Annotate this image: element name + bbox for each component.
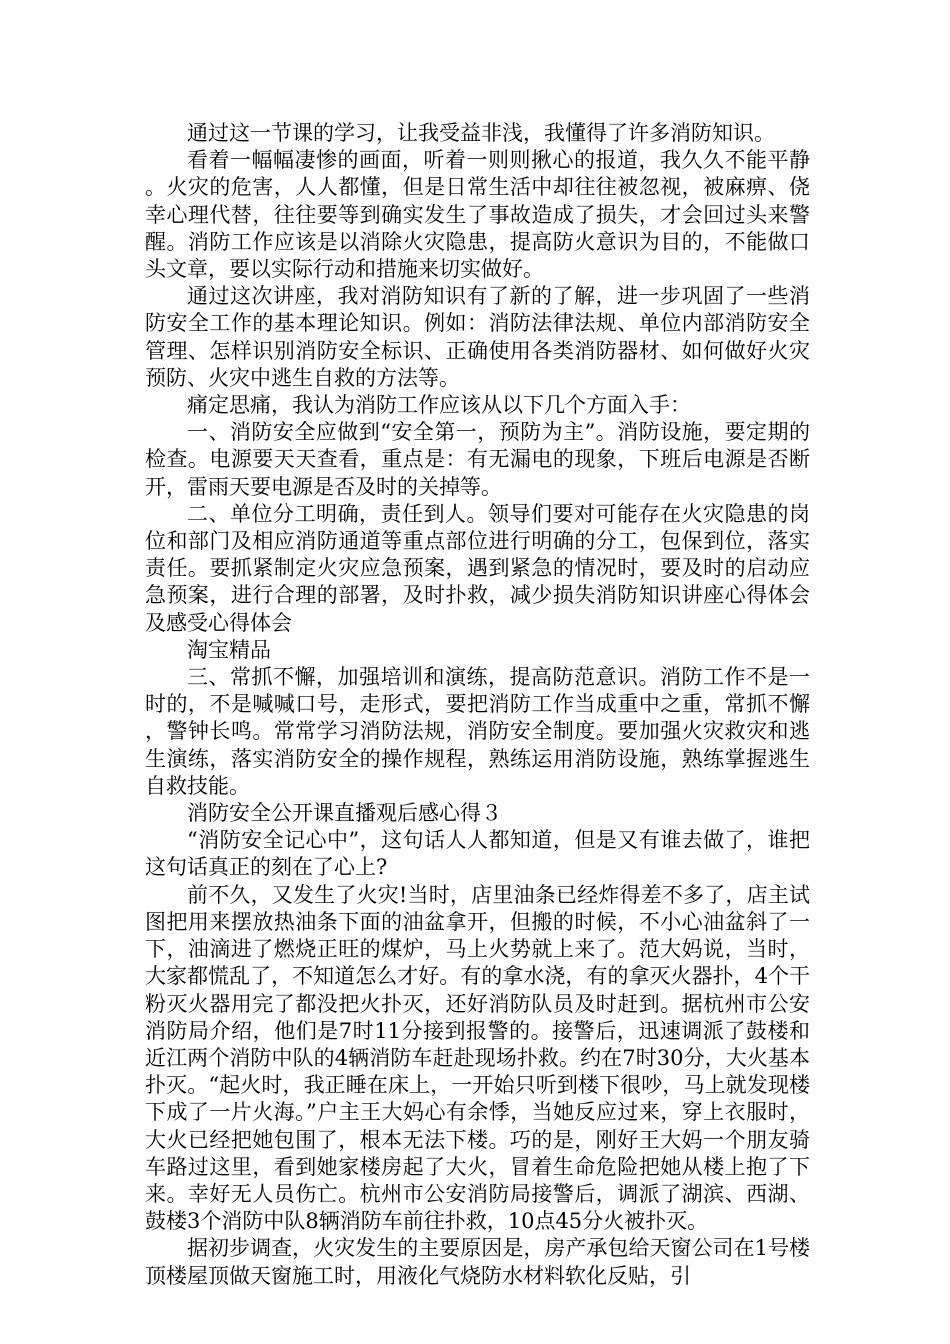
paragraph-lecture-knowledge: 通过这次讲座，我对消防知识有了新的了解，进一步巩固了一些消防安全工作的基本理论知识。例如：消防法律法规、单位内部消防安全管理、怎样识别消防安全标识、正确使用各类消防器材、如何做好火灾预防、火灾中逃生自救的方法等。 bbox=[145, 284, 810, 390]
paragraph-fire-incident: 前不久，又发生了火灾!当时，店里油条已经炸得差不多了，店主试图把用来摆放热油条下面的油盆拿开，但搬的时候，不小心油盆斜了一下，油滴进了燃烧正旺的煤炉，马上火势就上来了。范大妈说，当时，大家都慌乱了，不知道怎么才好。有的拿水浇，有的拿灭火器扑，4个干粉灭火器用完了都没把火扑灭，还好消防队员及时赶到。据杭州市公安消防局介绍，他们是7时11分接到报警的。接警后，迅速调派了鼓楼和近江两个消防中队的4辆消防车赶赴现场扑救。约在7时30分，大火基本扑灭。“起火时，我正睡在床上，一开始只听到楼下很吵，马上就发现楼下成了一片火海。”户主王大妈心有余悸，当她反应过来，穿上衣服时，大火已经把她包围了，根本无法下楼。巧的是，刚好王大妈一个朋友骑车路过这里，看到她家楼房起了大火，冒着生命危险把她从楼上抱了下来。幸好无人员伤亡。杭州市公安消防局接警后，调派了湖滨、西湖、鼓楼3个消防中队8辆消防车前往扑救，10点45分火被扑灭。 bbox=[145, 882, 810, 1234]
paragraph-point-one: 一、消防安全应做到“安全第一，预防为主”。消防设施，要定期的检查。电源要天天查看，重点是：有无漏电的现象，下班后电源是否断开，雷雨天要电源是否及时的关掉等。 bbox=[145, 420, 810, 499]
paragraph-investigation: 据初步调查，火灾发生的主要原因是，房产承包给天窗公司在1号楼顶楼屋顶做天窗施工时，用液化气烧防水材料软化反贴，引 bbox=[145, 1236, 810, 1288]
paragraph-safety-motto: “消防安全记心中”，这句话人人都知道，但是又有谁去做了，谁把这句话真正的刻在了心上? bbox=[145, 828, 810, 880]
paragraph-point-two: 二、单位分工明确，责任到人。领导们要对可能存在火灾隐患的岗位和部门及相应消防通道等重点部位进行明确的分工，包保到位，落实责任。要抓紧制定火灾应急预案，遇到紧急的情况时，要及时的启动应急预案，进行合理的部署，及时扑救，减少损失消防知识讲座心得体会及感受心得体会 bbox=[145, 501, 810, 635]
paragraph-taobao-note: 淘宝精品 bbox=[187, 637, 271, 662]
paragraph-fire-hazard: 看着一幅幅凄惨的画面，听着一则则揪心的报道，我久久不能平静。火灾的危害，人人都懂，但是日常生活中却往往被忽视，被麻痹、侥幸心理代替，往往要等到确实发生了事故造成了损失，才会回过头来警醒。消防工作应该是以消除火灾隐患，提高防火意识为目的，不能做口头文章，要以实际行动和措施来切实做好。 bbox=[145, 148, 810, 282]
paragraph-point-three: 三、常抓不懈，加强培训和演练，提高防范意识。消防工作不是一时的，不是喊喊口号，走形式，要把消防工作当成重中之重，常抓不懈，警钟长鸣。常常学习消防法规，消防安全制度。要加强火灾救灾和逃生演练，落实消防安全的操作规程，熟练运用消防设施，熟练掌握逃生自救技能。 bbox=[145, 665, 810, 798]
paragraph-aspects-intro: 痛定思痛，我认为消防工作应该从以下几个方面入手： bbox=[187, 393, 691, 418]
section-heading-3: 消防安全公开课直播观后感心得３ bbox=[187, 801, 502, 826]
paragraph-learning-benefit: 通过这一节课的学习，让我受益非浅，我懂得了许多消防知识。 bbox=[187, 121, 775, 145]
document-body bbox=[145, 120, 810, 1290]
